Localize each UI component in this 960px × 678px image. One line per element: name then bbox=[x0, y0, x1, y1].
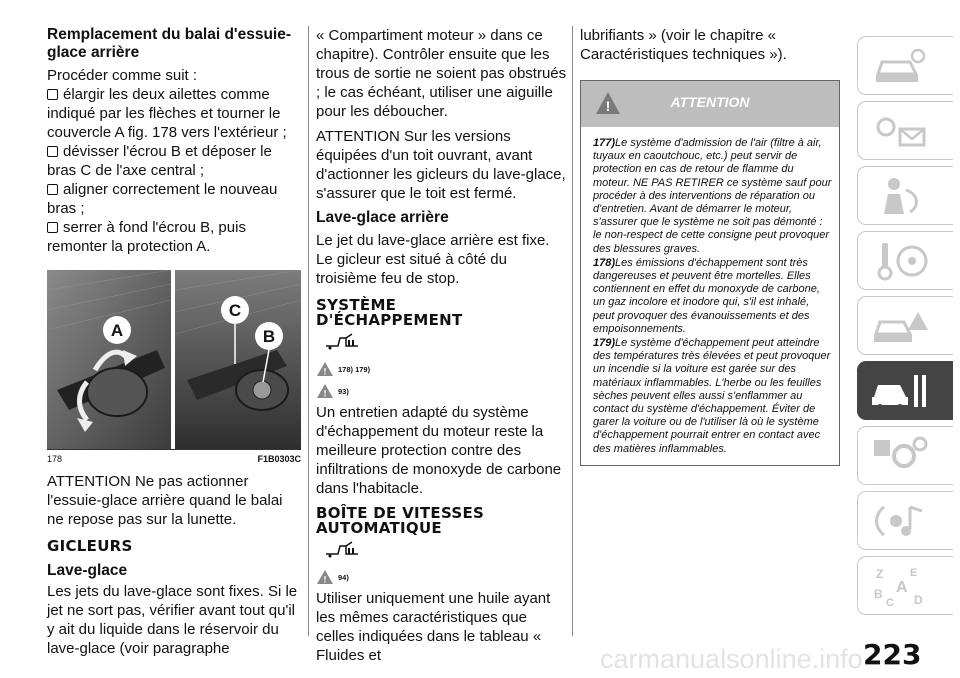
lave-glace-arriere-text: Le jet du lave-glace arrière est fixe. Le gicleur est situé à côté du troisième feu de stop. bbox=[316, 232, 550, 287]
warning-light-envelope-icon bbox=[870, 109, 930, 153]
column-left bbox=[47, 26, 301, 664]
section-heading-boite: BOÎTE DE VITESSES AUTOMATIQUE bbox=[316, 504, 485, 537]
list-item: élargir les deux ailettes comme indiqué par les flèches et tourner le couvercle A fig. 178 vers l'extérieur ; bbox=[47, 86, 287, 141]
warning-179: 179)Le système d'échappement peut atteindre des températures très élevées et peut provoquer un incendie si la voiture est garée sur des matériaux inflammables. L'herbe ou les feuilles sèches peuvent elles aussi s'enflammer au contact du système d'échappement. Éviter de garer la voiture ou de l'utiliser là où le système d'échappement pourrait entrer en contact avec des matières inflammables. bbox=[593, 337, 831, 455]
svg-text:B: B bbox=[874, 587, 883, 601]
warning-triangle-icon bbox=[316, 361, 334, 377]
list-item: aligner correctement le nouveau bras ; bbox=[47, 181, 278, 217]
warning-refs: ! 94) bbox=[316, 569, 568, 585]
svg-text:E: E bbox=[910, 567, 918, 579]
subheading-lave-glace-arriere: Lave-glace arrière bbox=[316, 209, 449, 226]
list-item: serrer à fond l'écrou B, puis remonter la protection A. bbox=[47, 219, 246, 255]
svg-text:C: C bbox=[886, 597, 894, 608]
watermark: carmanualsonline.info bbox=[600, 644, 863, 674]
section-heading-echappement: SYSTÈME D'ÉCHAPPEMENT bbox=[316, 296, 463, 329]
figure-code: F1B0303C bbox=[257, 454, 301, 464]
warning-triangle-icon bbox=[316, 569, 334, 585]
warning-178: 178)Les émissions d'échappement sont très dangereuses et peuvent être mortelles. Elles contiennent en effet du monoxyde de carbone, un gaz incolore et inodore qui, s'il est inhalé, peut provoquer des évanouissements et des empoisonnements. bbox=[593, 256, 820, 335]
continued-text: « Compartiment moteur » dans ce chapitre). Contrôler ensuite que les trous de sortie ne soient pas obstrués ; le cas échéant, utiliser une aiguille pour les déboucher. bbox=[316, 27, 567, 120]
boite-text: Utiliser uniquement une huile ayant les mêmes caractéristiques que celles indiquées dans le tableau « Fluides et bbox=[316, 590, 551, 664]
lave-glace-text: Les jets du lave-glace sont fixes. Si le jet ne sort pas, vérifier avant tout qu'il y ait du liquide dans le réservoir du lave-glace (voir paragraphe bbox=[47, 583, 298, 657]
attention-title: ATTENTION bbox=[670, 94, 750, 110]
tab-index[interactable] bbox=[857, 556, 953, 615]
tab-safety[interactable] bbox=[857, 166, 953, 225]
key-steering-wheel-icon bbox=[870, 239, 930, 283]
tab-multimedia[interactable] bbox=[857, 491, 953, 550]
continued-text: lubrifiants » (voir le chapitre « Caractéristiques techniques »). bbox=[580, 27, 787, 63]
oil-can-icon bbox=[324, 540, 568, 563]
column-divider bbox=[308, 26, 309, 636]
warning-177: 177)Le système d'admission de l'air (filtre à air, tuyaux en caoutchouc, etc.) peut servir de protection en cas de retour de flamme du moteur. NE PAS RETIRER ce système sauf pour procéder à des interventions de réparation ou d'entretien. Avant de démarrer le moteur, s'assurer que le système ne soit pas démonté : le non-respect de cette consigne peut provoquer des blessures graves. bbox=[593, 137, 832, 255]
attention-note-toit: ATTENTION Sur les versions équipées d'un toit ouvrant, avant d'actionner les gicleurs du lave-glace, s'assurer que le toit est fermé. bbox=[316, 128, 566, 202]
svg-text:!: ! bbox=[323, 366, 327, 377]
checkbox-bullet-icon bbox=[47, 184, 58, 195]
section-heading-gicleurs: GICLEURS bbox=[47, 537, 133, 555]
attention-note-wiper: ATTENTION Ne pas actionner l'essuie-glace arrière quand le balai ne repose pas sur la lunette. bbox=[47, 473, 283, 528]
echappement-text: Un entretien adapté du système d'échappement du moteur reste la meilleure protection contre des infiltrations de monoxyde de carbone dans l'habitacle. bbox=[316, 404, 562, 497]
svg-text:A: A bbox=[110, 321, 124, 340]
car-warning-icon bbox=[870, 304, 930, 348]
car-wrench-icon bbox=[870, 369, 930, 413]
svg-text:C: C bbox=[228, 301, 242, 320]
section-heading-balai: Remplacement du balai d'essuie-glace arrière bbox=[47, 26, 292, 61]
warning-refs: ! 178) 179) bbox=[316, 361, 568, 377]
tab-starting[interactable] bbox=[857, 231, 953, 290]
wiper-photo bbox=[47, 270, 301, 450]
warning-refs: ! 93) bbox=[316, 383, 568, 399]
attention-box bbox=[580, 80, 840, 466]
gears-icon bbox=[870, 434, 930, 478]
alphabet-index-icon bbox=[870, 564, 930, 608]
tab-maintenance[interactable] bbox=[857, 361, 953, 420]
car-dashboard-icon bbox=[870, 44, 930, 88]
svg-text:B: B bbox=[262, 327, 276, 346]
figure-number: 178 bbox=[47, 454, 63, 464]
column-divider bbox=[572, 26, 573, 636]
tab-dashboard[interactable] bbox=[857, 36, 953, 95]
warning-triangle-icon bbox=[316, 383, 334, 399]
attention-header bbox=[581, 81, 839, 127]
column-middle bbox=[316, 26, 568, 671]
figure-178 bbox=[47, 270, 301, 466]
svg-text:!: ! bbox=[323, 574, 327, 585]
tab-emergency[interactable] bbox=[857, 296, 953, 355]
svg-text:D: D bbox=[914, 593, 923, 607]
svg-text:A: A bbox=[896, 579, 908, 596]
column-right bbox=[580, 26, 840, 466]
svg-text:!: ! bbox=[605, 98, 611, 114]
oil-can-icon bbox=[324, 332, 568, 355]
subheading-lave-glace: Lave-glace bbox=[47, 562, 128, 579]
svg-text:Z: Z bbox=[876, 567, 884, 581]
tab-technical[interactable] bbox=[857, 426, 953, 485]
svg-text:!: ! bbox=[323, 388, 327, 399]
checkbox-bullet-icon bbox=[47, 146, 58, 157]
checkbox-bullet-icon bbox=[47, 222, 58, 233]
checkbox-bullet-icon bbox=[47, 89, 58, 100]
attention-body bbox=[581, 127, 839, 465]
page-number: 223 bbox=[863, 638, 922, 671]
tab-lights[interactable] bbox=[857, 101, 953, 160]
seatbelt-airbag-icon bbox=[870, 174, 930, 218]
music-signal-icon bbox=[870, 499, 930, 543]
intro-text: Procéder comme suit : bbox=[47, 67, 198, 84]
list-item: dévisser l'écrou B et déposer le bras C de l'axe central ; bbox=[47, 143, 272, 179]
